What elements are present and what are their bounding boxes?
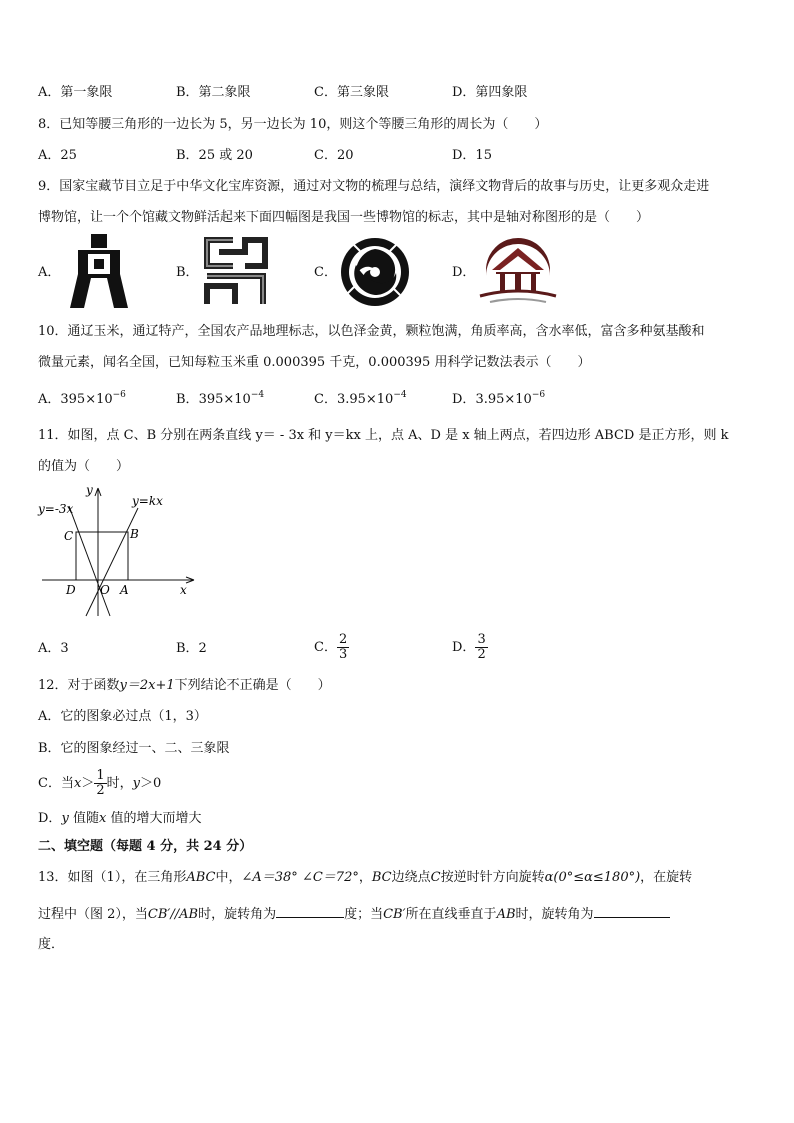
q11-option-b: B．2 bbox=[176, 641, 207, 656]
q12-option-d-suffix: 值的增大而增大 bbox=[110, 811, 202, 826]
q12-option-c-numerator: 1 bbox=[96, 768, 105, 783]
q9-option-c-label: C． bbox=[314, 265, 337, 280]
q13-condition-parallel: CB′//AB bbox=[147, 907, 199, 922]
q13-p5: 按逆时针方向旋转 bbox=[440, 870, 545, 885]
q10-option-b bbox=[176, 391, 264, 409]
q12-option-c-prefix: C．当 bbox=[38, 776, 74, 791]
q9-option-b-label: B． bbox=[176, 265, 199, 280]
q13-l2-p5: 时，旋转角为 bbox=[515, 907, 594, 922]
q13-bc: BC bbox=[371, 870, 392, 885]
label-line1: y=-3x bbox=[38, 502, 74, 516]
q10-option-b-label: B． bbox=[176, 392, 199, 407]
q13-alpha-range: α(0°≤α≤180°) bbox=[544, 870, 641, 885]
museum-logo-swirl-icon bbox=[340, 237, 410, 307]
q11-option-a: A．3 bbox=[38, 641, 69, 656]
q10-option-b-base: 395×10 bbox=[198, 392, 251, 407]
q13-p6: ，在旋转 bbox=[640, 870, 693, 885]
q10-stem-line2: 微量元素，闻名全国，已知每粒玉米重 0.000395 千克，0.000395 用科学记数法表示（ ） bbox=[38, 355, 591, 370]
q7-option-d: D．第四象限 bbox=[452, 85, 528, 100]
q11-option-c bbox=[314, 630, 349, 666]
q9-stem-line1: 9．国家宝藏节目立足于中华文化宝库资源，通过对文物的梳理与总结，演绎文物背后的故事与历史，让更多观众走进 bbox=[38, 179, 710, 194]
q9-option-a-label: A． bbox=[38, 265, 61, 280]
section-2-title: 二、填空题（每题 4 分，共 24 分） bbox=[38, 839, 253, 854]
q13-point-c: C bbox=[430, 870, 441, 885]
q13-line1 bbox=[38, 869, 692, 887]
q13-p3: ， bbox=[358, 870, 372, 885]
q8-option-a: A．25 bbox=[38, 148, 77, 163]
q13-l2-p4: 所在直线垂直于 bbox=[405, 907, 497, 922]
q10-option-c-exponent: −4 bbox=[393, 390, 407, 400]
q12-option-c-var-y: y bbox=[132, 776, 140, 791]
q12-option-d-label: D． bbox=[38, 811, 62, 826]
q12-option-c-mid: 时， bbox=[106, 776, 133, 791]
museum-logo-seal-icon bbox=[201, 236, 269, 308]
q7-option-a: A．第一象限 bbox=[38, 85, 113, 100]
q10-option-a-exponent: −6 bbox=[112, 390, 126, 400]
q13-ab: AB bbox=[496, 907, 516, 922]
q12-option-c-suffix: ＞0 bbox=[139, 776, 162, 791]
q11-stem-line1: 11．如图，点 C、B 分别在两条直线 y＝ - 3x 和 y＝kx 上，点 A、D 是 x 轴上两点，若四边形 ABCD 是正方形，则 k bbox=[38, 428, 729, 443]
q13-p4: 边绕点 bbox=[391, 870, 431, 885]
q12-option-c-var-x: x bbox=[73, 776, 82, 791]
q12-option-c-fraction bbox=[94, 769, 106, 798]
q11-option-c-denominator: 3 bbox=[338, 647, 348, 662]
label-point-b: B bbox=[130, 527, 139, 541]
q11-option-c-fraction bbox=[337, 633, 349, 662]
q12-option-d-var-y: y bbox=[61, 811, 69, 826]
q11-option-d bbox=[452, 630, 488, 666]
square-abcd bbox=[76, 532, 128, 580]
q12-stem bbox=[38, 677, 331, 695]
q13-condition-line: CB′ bbox=[383, 907, 406, 922]
q10-option-d-base: 3.95×10 bbox=[475, 392, 532, 407]
q12-option-a: A．它的图象必过点（1，3） bbox=[38, 709, 207, 724]
q13-angle-a: ∠A＝38° bbox=[241, 870, 298, 885]
label-y-axis: y bbox=[86, 483, 93, 497]
q12-option-c-gt: ＞ bbox=[81, 776, 95, 791]
q7-option-c: C．第三象限 bbox=[314, 85, 389, 100]
label-point-c: C bbox=[64, 529, 74, 543]
q13-l2-p3: 度；当 bbox=[344, 907, 384, 922]
label-point-a: A bbox=[120, 583, 129, 597]
q10-option-d-exponent: −6 bbox=[531, 390, 546, 400]
q12-function: y＝2x+1 bbox=[119, 678, 175, 693]
q8-option-c: C．20 bbox=[314, 148, 354, 163]
q10-option-b-exponent: −4 bbox=[250, 390, 265, 400]
q8-stem: 8．已知等腰三角形的一边长为 5，另一边长为 10，则这个等腰三角形的周长为（ ） bbox=[38, 117, 548, 132]
q10-stem-line1: 10．通辽玉米，通辽特产，全国农产品地理标志，以色泽金黄，颗粒饱满，角质率高，含水率低，富含多种氨基酸和 bbox=[38, 324, 705, 339]
q10-option-a bbox=[38, 391, 126, 409]
q8-option-b: B．25 或 20 bbox=[176, 148, 253, 163]
q10-option-c-base: 3.95×10 bbox=[336, 392, 394, 407]
q13-answer-blank-1[interactable] bbox=[276, 905, 344, 918]
line-y-neg3x bbox=[69, 506, 110, 616]
q10-option-c bbox=[314, 391, 407, 409]
q10-option-d bbox=[452, 391, 545, 409]
q10-option-c-label: C． bbox=[314, 392, 337, 407]
q11-option-c-numerator: 2 bbox=[338, 632, 348, 647]
q13-angle-c: ∠C＝72° bbox=[301, 870, 359, 885]
q11-stem-line2: 的值为（ ） bbox=[38, 459, 130, 474]
label-line2: y=kx bbox=[132, 494, 163, 508]
q10-option-a-base: 395×10 bbox=[60, 392, 113, 407]
q13-triangle-abc: ABC bbox=[186, 870, 216, 885]
q7-option-b: B．第二象限 bbox=[176, 85, 251, 100]
q13-p1: 13．如图（1），在三角形 bbox=[38, 870, 187, 885]
q10-option-d-label: D． bbox=[452, 392, 476, 407]
museum-logo-coin-icon bbox=[66, 234, 132, 308]
q11-figure bbox=[34, 482, 214, 622]
museum-logo-pavilion-icon bbox=[476, 236, 560, 306]
q11-option-d-label: D． bbox=[452, 640, 476, 655]
label-point-o: O bbox=[100, 583, 110, 597]
q9-option-d-label: D． bbox=[452, 265, 476, 280]
q13-line2 bbox=[38, 905, 670, 924]
label-point-d: D bbox=[66, 583, 76, 597]
q12-option-d-var-x: x bbox=[98, 811, 107, 826]
q12-option-c-denominator: 2 bbox=[96, 783, 105, 798]
q12-option-b: B．它的图象经过一、二、三象限 bbox=[38, 741, 230, 756]
q12-option-c bbox=[38, 766, 161, 802]
q11-option-d-fraction bbox=[475, 633, 487, 662]
q12-stem-prefix: 12．对于函数 bbox=[38, 678, 120, 693]
q12-option-d-mid: 值随 bbox=[72, 811, 99, 826]
q13-p2: 中， bbox=[215, 870, 242, 885]
q13-line3: 度． bbox=[38, 937, 65, 952]
q13-l2-p1: 过程中（图 2），当 bbox=[38, 907, 148, 922]
q12-stem-suffix: 下列结论不正确是（ ） bbox=[174, 678, 331, 693]
q13-answer-blank-2[interactable] bbox=[594, 905, 670, 918]
q12-option-d bbox=[38, 810, 201, 828]
q13-l2-p2: 时，旋转角为 bbox=[198, 907, 277, 922]
line-y-kx bbox=[86, 508, 138, 616]
q11-option-d-numerator: 3 bbox=[477, 632, 486, 647]
label-x-axis: x bbox=[180, 583, 187, 597]
q9-stem-line2: 博物馆，让一个个馆藏文物鲜活起来下面四幅图是我国一些博物馆的标志，其中是轴对称图形的是（ ） bbox=[38, 210, 650, 225]
q11-option-d-denominator: 2 bbox=[477, 647, 486, 662]
q11-option-c-label: C． bbox=[314, 640, 337, 655]
q10-option-a-label: A． bbox=[38, 392, 61, 407]
q8-option-d: D．15 bbox=[452, 148, 492, 163]
